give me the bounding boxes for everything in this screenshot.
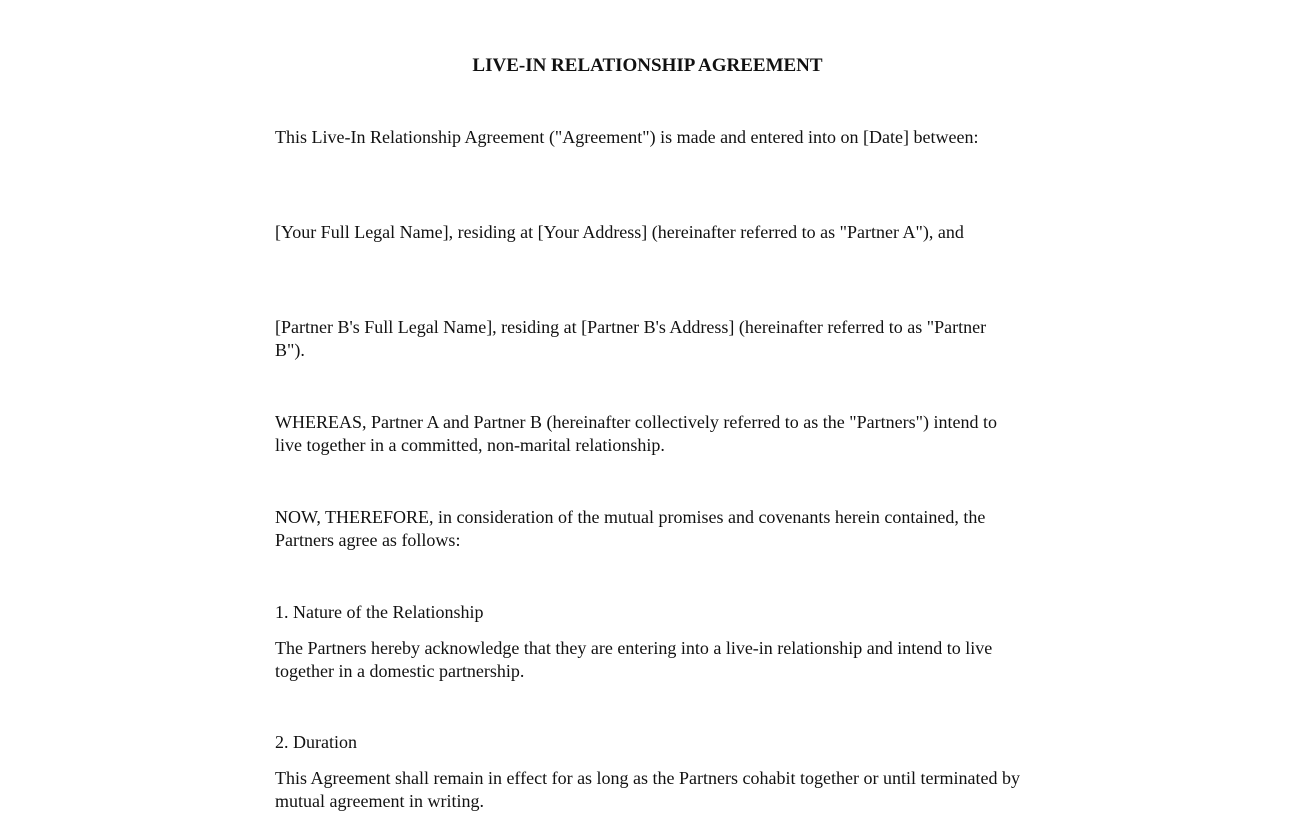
whereas-paragraph: WHEREAS, Partner A and Partner B (hereinafter collectively referred to as the "Partners") intend to live together in a committed, non-marital relationship. [275,412,997,455]
section-body: This Agreement shall remain in effect for as long as the Partners cohabit together or until terminated by mutual agreement in writing. [275,768,1020,811]
document-page [275,0,1025,811]
section-heading: 1. Nature of the Relationship [275,602,484,622]
intro-paragraph: This Live-In Relationship Agreement ("Agreement") is made and entered into on [Date] between: [275,127,979,147]
partner-a-paragraph: [Your Full Legal Name], residing at [Your Address] (hereinafter referred to as "Partner A"), and [275,222,964,242]
section-heading: 2. Duration [275,732,357,752]
document-title: LIVE-IN RELATIONSHIP AGREEMENT [472,55,823,76]
now-therefore-paragraph: NOW, THEREFORE, in consideration of the mutual promises and covenants herein contained, the Partners agree as follows: [275,507,986,550]
partner-b-paragraph: [Partner B's Full Legal Name], residing at [Partner B's Address] (hereinafter referred to as "Partner B"). [275,317,987,360]
section-body: The Partners hereby acknowledge that they are entering into a live-in relationship and intend to live together in a domestic partnership. [275,638,993,681]
